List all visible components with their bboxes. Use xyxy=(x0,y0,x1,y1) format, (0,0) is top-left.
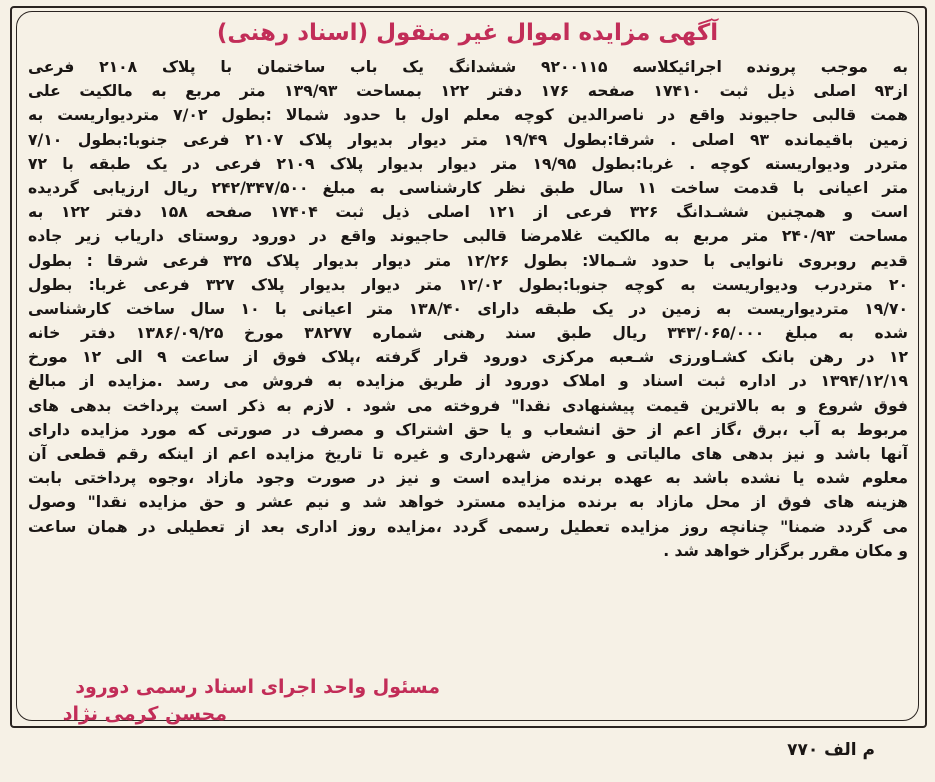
signature-name: محسن کرمی نژاد xyxy=(62,703,227,725)
body-line: می گردد ضمنا" چنانچه روز مزایده تعطیل رسمی گردد ،مزایده روز اداری بعد از تعطیلی در همان ساعت xyxy=(28,517,908,536)
body-line: ۱۲ در رهن بانک کشـاورزی شـعبه مرکزی دورود قرار گرفته ،پلاک فوق از ساعت ۹ الی ۱۲ مورخ xyxy=(28,348,908,367)
body-line: است و همچنین ششـدانگ ۳۲۶ فرعی از ۱۲۱ اصلی ذیل ثبت ۱۷۴۰۴ صفحه ۱۵۸ دفتر ۱۲۲ به xyxy=(28,203,908,222)
signature-title: مسئول واحد اجرای اسناد رسمی دورود xyxy=(75,676,440,698)
body-line: ۱۹/۷۰ متردیواریست به زمین در یک طبقه دارای ۱۳۸/۴۰ متر اعیانی با ۱۰ سال ساخت کارشناسی xyxy=(28,299,908,318)
body-line: و مکان مقرر برگزار خواهد شد . xyxy=(663,541,908,560)
body-line: از۹۳ اصلی ذیل ثبت ۱۷۴۱۰ صفحه ۱۷۶ دفتر ۱۲۲ بمساحت ۱۳۹/۹۳ متر مربع به مالکیت علی xyxy=(28,82,908,101)
notice-body xyxy=(28,55,908,563)
body-line: به موجب پرونده اجرائیکلاسه ۹۲۰۰۱۱۵ ششدانگ یک باب ساختمان با پلاک ۲۱۰۸ فرعی xyxy=(28,58,908,76)
body-line: متردر ودیواریسته کوچه . غربا:بطول ۱۹/۹۵ متر دیوار بدیوار پلاک ۲۱۰۹ فرعی در یک طبقه با ۷۲ xyxy=(28,154,908,173)
reference-number: م الف ۷۷۰ xyxy=(787,740,875,760)
notice-title: آگهی مزایده اموال غیر منقول (اسناد رهنی) xyxy=(216,20,719,46)
body-line: ۱۳۹۴/۱۲/۱۹ در اداره ثبت اسناد و املاک دورود از طریق مزایده به فروش می رسد .مزایده از مبالغ xyxy=(28,372,908,391)
body-line: هزینه های فوق از محل مازاد به برنده مزایده مسترد خواهد شد و نیم عشر و حق مزایده نقدا" وصول xyxy=(28,493,908,512)
body-line: مساحت ۲۴۰/۹۳ متر مربع به مالکیت غلامرضا قالبی حاجیوند واقع در دورود روستای داریاب زیر جاده xyxy=(28,227,908,246)
body-line: زمین باقیمانده ۹۳ اصلی . شرقا:بطول ۱۹/۴۹ متر دیوار بدیوار پلاک ۲۱۰۷ فرعی جنوبا:بطول ۷/۱۰ xyxy=(28,130,908,149)
body-line: شده به مبلغ ۳۴۳/۰۶۵/۰۰۰ ریال طبق سند رهنی شماره ۳۸۲۷۷ مورخ ۱۳۸۶/۰۹/۲۵ دفتر خانه xyxy=(28,324,908,343)
body-line: معلوم شده یا نشده باشد به عهده برنده مزایده است و نیز در صورت وجود مازاد ،وجوه پرداختی بابت xyxy=(28,469,908,488)
body-line: قدیم روبروی نانوایی با حدود شـمالا: بطول ۱۲/۲۶ متر دیوار بدیوار پلاک ۳۲۵ فرعی شرقا : بطول xyxy=(28,251,908,270)
body-line: مربوط به آب ،برق ،گاز اعم از حق انشعاب و یا حق اشتراک و مصرف در صورتی که مورد مزایده دارای xyxy=(28,420,908,439)
body-line: فوق شروع و به بالاترین قیمت پیشنهادی نقدا" فروخته می شود . لازم به ذکر است پرداخت بدهی های xyxy=(28,396,908,415)
body-line: ۲۰ متردرب ودیواریست به کوچه جنوبا:بطول ۱۲/۰۲ متر دیوار بدیوار پلاک ۳۲۷ فرعی غربا: بطول xyxy=(28,275,908,294)
body-line: متر اعیانی با قدمت ساخت ۱۱ سال طبق نظر کارشناسی به مبلغ ۲۴۲/۳۴۷/۵۰۰ ریال ارزیابی گردیده xyxy=(28,178,908,197)
body-line: همت قالبی حاجیوند واقع در ناصرالدین کوچه معلم اول با حدود شمالا :بطول ۷/۰۲ متردیواریست به xyxy=(28,106,908,125)
body-line: آنها باشد و نیز بدهی های مالیاتی و عوارض شهرداری و غیره تا تاریخ مزایده اعم از اینکه رقم قطعی آن xyxy=(28,445,908,463)
